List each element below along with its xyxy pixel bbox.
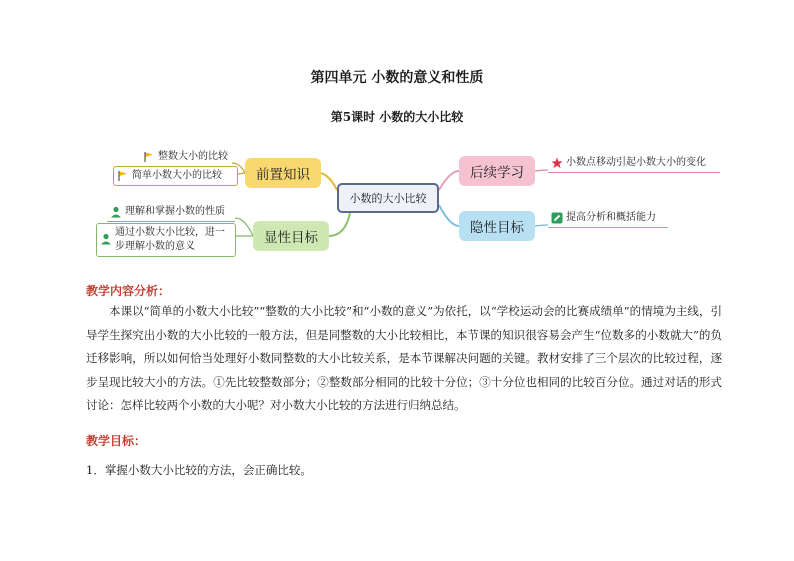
person-icon — [100, 233, 112, 245]
mindmap-node-implicit-goal: 隐性目标 — [459, 211, 535, 241]
mindmap-center-node: 小数的大小比较 — [337, 183, 439, 213]
flag-icon — [117, 170, 129, 182]
lesson-title: 第5课时 小数的大小比较 — [330, 110, 464, 124]
mindmap-leaf — [140, 148, 232, 167]
mindmap-leaf — [96, 223, 236, 257]
goal-item: 1．掌握小数大小比较的方法，会正确比较。 — [86, 463, 312, 477]
mindmap-node-explicit-goal: 显性目标 — [253, 221, 329, 251]
mindmap-node-follow-up: 后续学习 — [459, 156, 535, 186]
flag-icon — [143, 151, 155, 163]
leaf-text: 提高分析和概括能力 — [566, 212, 656, 223]
unit-title: 第四单元 小数的意义和性质 — [310, 70, 484, 86]
star-icon — [551, 157, 563, 169]
leaf-text: 通过小数大小比较，进一步理解小数的意义 — [115, 227, 225, 252]
mindmap-node-prior-knowledge: 前置知识 — [245, 158, 321, 188]
person-icon — [110, 206, 122, 218]
leaf-text: 简单小数大小的比较 — [132, 170, 222, 181]
section-heading-analysis: 教学内容分析： — [86, 284, 171, 298]
mindmap-leaf — [548, 154, 720, 173]
edit-icon — [551, 212, 563, 224]
mindmap-leaf — [113, 166, 238, 186]
section-heading-goals: 教学目标： — [86, 434, 147, 448]
leaf-text: 理解和掌握小数的性质 — [125, 206, 225, 217]
mindmap-leaf — [548, 209, 668, 228]
leaf-text: 整数大小的比较 — [158, 151, 228, 162]
leaf-text: 小数点移动引起小数大小的变化 — [566, 157, 706, 168]
mindmap-leaf — [107, 203, 235, 222]
analysis-paragraph: 本课以“简单的小数大小比较”“整数的大小比较”和“小数的意义”为依托，以“学校运动会的比赛成绩单”的情境为主线，引导学生探究出小数的大小比较的一般方法，但是同整数的大小比较相比，本节课的知识很容易会产生“位数多的小数就大”的负迁移影响，所以如何恰当处理好小数同整数的大小比较关系，是本节课解决问题的关键。教材安排了三个层次的比较过程，逐步呈现比较大小的方法。①先比较整数部分；②整数部分相同的比较十分位；③十分位也相同的比较百分位。通过对话的形式讨论：怎样比较两个小数的大小呢？对小数大小比较的方法进行归纳总结。 — [86, 304, 722, 412]
